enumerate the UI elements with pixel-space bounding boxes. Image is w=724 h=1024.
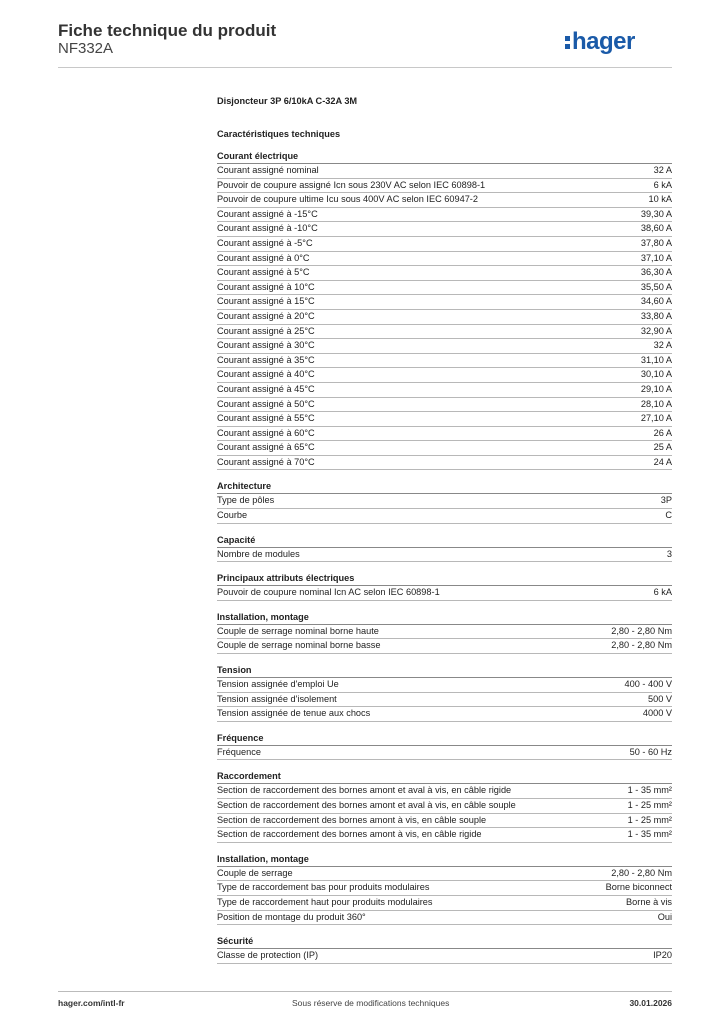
spec-value: Oui: [657, 911, 672, 922]
product-reference: NF332A: [58, 40, 114, 57]
spec-row: [217, 179, 672, 194]
footer-divider: [58, 991, 672, 992]
spec-row: [217, 208, 672, 223]
spec-row: [217, 398, 672, 413]
spec-row: [217, 427, 672, 442]
spec-label: Courant assigné à 5°C: [217, 267, 310, 278]
spec-row: [217, 494, 672, 509]
spec-row: [217, 509, 672, 524]
section-title: Fréquence: [217, 732, 672, 746]
spec-value: 3: [666, 548, 672, 559]
section-title: Raccordement: [217, 770, 672, 784]
spec-row: [217, 456, 672, 471]
spec-row: [217, 784, 672, 799]
spec-row: [217, 639, 672, 654]
spec-label: Courant assigné à 60°C: [217, 427, 315, 438]
spec-label: Courant assigné à 50°C: [217, 398, 315, 409]
spec-value: 2,80 - 2,80 Nm: [611, 867, 672, 878]
spec-row: [217, 911, 672, 926]
spec-label: Tension assignée d'emploi Ue: [217, 679, 339, 690]
spec-value: 24 A: [653, 456, 672, 467]
caracteristiques-heading: Caractéristiques techniques: [217, 129, 341, 139]
spec-value: 400 - 400 V: [624, 679, 672, 690]
spec-label: Courant assigné à -10°C: [217, 223, 318, 234]
spec-section: [217, 935, 672, 964]
spec-label: Position de montage du produit 360°: [217, 911, 366, 922]
spec-value: 32 A: [653, 340, 672, 351]
hager-logo: [565, 28, 635, 56]
spec-row: [217, 325, 672, 340]
spec-row: [217, 586, 672, 601]
spec-value: 1 - 25 mm²: [627, 814, 672, 825]
footer-date: 30.01.2026: [629, 998, 672, 1008]
spec-value: 26 A: [653, 427, 672, 438]
spec-value: 6 kA: [653, 587, 672, 598]
spec-label: Type de pôles: [217, 495, 275, 506]
spec-row: [217, 383, 672, 398]
spec-label: Courant assigné à 20°C: [217, 310, 315, 321]
spec-row: [217, 295, 672, 310]
spec-row: [217, 266, 672, 281]
spec-label: Tension assignée de tenue aux chocs: [217, 708, 371, 719]
spec-row: [217, 548, 672, 563]
spec-value: IP20: [653, 950, 672, 961]
spec-row: [217, 746, 672, 761]
spec-value: 10 kA: [648, 194, 672, 205]
spec-label: Courant assigné à 15°C: [217, 296, 315, 307]
header-divider: [58, 67, 672, 68]
spec-label: Courant assigné à 0°C: [217, 252, 310, 263]
spec-label: Courant assigné à 55°C: [217, 413, 315, 424]
spec-section: [217, 664, 672, 722]
spec-row: [217, 707, 672, 722]
spec-label: Classe de protection (IP): [217, 950, 319, 961]
spec-value: 39,30 A: [640, 208, 672, 219]
spec-label: Tension assignée d'isolement: [217, 693, 337, 704]
spec-label: Nombre de modules: [217, 548, 300, 559]
spec-value: 30,10 A: [640, 369, 672, 380]
spec-value: 6 kA: [653, 179, 672, 190]
spec-value: Borne à vis: [626, 896, 672, 907]
spec-value: 3P: [660, 495, 672, 506]
spec-row: [217, 193, 672, 208]
spec-label: Fréquence: [217, 746, 261, 757]
spec-row: [217, 281, 672, 296]
section-title: Tension: [217, 664, 672, 678]
spec-value: 1 - 35 mm²: [627, 829, 672, 840]
spec-value: 37,10 A: [640, 252, 672, 263]
spec-row: [217, 678, 672, 693]
spec-row: [217, 949, 672, 964]
spec-value: 1 - 35 mm²: [627, 785, 672, 796]
spec-label: Section de raccordement des bornes amont à vis, en câble souple: [217, 814, 487, 825]
spec-section: [217, 611, 672, 654]
spec-value: C: [665, 510, 672, 521]
spec-value: 27,10 A: [640, 413, 672, 424]
section-title: Principaux attributs électriques: [217, 572, 672, 586]
spec-label: Courbe: [217, 510, 248, 521]
section-title: Sécurité: [217, 935, 672, 949]
spec-row: [217, 237, 672, 252]
spec-row: [217, 164, 672, 179]
spec-label: Type de raccordement haut pour produits modulaires: [217, 896, 433, 907]
logo-text: hager: [572, 28, 635, 55]
spec-label: Courant assigné à -5°C: [217, 237, 313, 248]
spec-label: Courant assigné à 70°C: [217, 456, 315, 467]
spec-row: [217, 412, 672, 427]
spec-value: 4000 V: [642, 708, 672, 719]
spec-value: 1 - 25 mm²: [627, 800, 672, 810]
spec-section: [217, 732, 672, 761]
spec-label: Pouvoir de coupure nominal Icn AC selon IEC 60898-1: [217, 587, 440, 598]
spec-row: [217, 799, 672, 814]
spec-label: Courant assigné à 30°C: [217, 340, 315, 351]
spec-label: Courant assigné nominal: [217, 165, 319, 175]
logo-colon-icon: [565, 34, 571, 50]
spec-row: [217, 354, 672, 369]
spec-value: 35,50 A: [640, 281, 672, 292]
spec-value: 2,80 - 2,80 Nm: [611, 640, 672, 651]
spec-label: Section de raccordement des bornes amont et aval à vis, en câble souple: [217, 800, 516, 810]
spec-row: [217, 896, 672, 911]
spec-value: 32 A: [653, 165, 672, 175]
spec-row: [217, 441, 672, 456]
spec-section: [217, 534, 672, 563]
spec-value: 38,60 A: [640, 223, 672, 234]
spec-value: Borne biconnect: [605, 882, 672, 893]
spec-label: Pouvoir de coupure assigné Icn sous 230V AC selon IEC 60898-1: [217, 179, 486, 190]
spec-label: Couple de serrage: [217, 867, 293, 878]
section-title: Capacité: [217, 534, 672, 548]
section-title: Architecture: [217, 480, 672, 494]
spec-value: 50 - 60 Hz: [629, 746, 672, 757]
spec-row: [217, 625, 672, 640]
spec-row: [217, 867, 672, 882]
product-description: Disjoncteur 3P 6/10kA C-32A 3M: [217, 96, 358, 106]
spec-label: Courant assigné à 45°C: [217, 383, 315, 394]
spec-value: 32,90 A: [640, 325, 672, 336]
spec-row: [217, 693, 672, 708]
spec-row: [217, 814, 672, 829]
spec-value: 33,80 A: [640, 310, 672, 321]
spec-row: [217, 310, 672, 325]
spec-row: [217, 339, 672, 354]
spec-label: Section de raccordement des bornes amont et aval à vis, en câble rigide: [217, 785, 512, 796]
spec-value: 36,30 A: [640, 267, 672, 278]
page-title: Fiche technique du produit: [58, 21, 277, 40]
spec-row: [217, 881, 672, 896]
spec-label: Courant assigné à -15°C: [217, 208, 318, 219]
spec-label: Courant assigné à 65°C: [217, 442, 315, 453]
spec-value: 31,10 A: [640, 354, 672, 365]
spec-value: 25 A: [653, 442, 672, 453]
spec-label: Couple de serrage nominal borne basse: [217, 640, 381, 651]
spec-value: 28,10 A: [640, 398, 672, 409]
spec-label: Courant assigné à 35°C: [217, 354, 315, 365]
spec-label: Section de raccordement des bornes amont à vis, en câble rigide: [217, 829, 482, 840]
spec-value: 37,80 A: [640, 237, 672, 248]
spec-value: 2,80 - 2,80 Nm: [611, 625, 672, 636]
spec-label: Type de raccordement bas pour produits modulaires: [217, 882, 430, 893]
spec-label: Courant assigné à 40°C: [217, 369, 315, 380]
spec-content: [217, 96, 672, 974]
spec-section: [217, 572, 672, 601]
footer-disclaimer: Sous réserve de modifications techniques: [292, 998, 450, 1008]
spec-section: [217, 150, 672, 470]
spec-section: [217, 853, 672, 925]
spec-section: [217, 480, 672, 523]
spec-row: [217, 222, 672, 237]
spec-row: [217, 252, 672, 267]
spec-section: [217, 770, 672, 842]
spec-label: Pouvoir de coupure ultime Icu sous 400V AC selon IEC 60947-2: [217, 194, 478, 205]
spec-row: [217, 828, 672, 843]
spec-label: Couple de serrage nominal borne haute: [217, 625, 379, 636]
section-title: Courant électrique: [217, 150, 672, 164]
spec-row: [217, 368, 672, 383]
spec-sections: [217, 150, 672, 964]
footer-url[interactable]: hager.com/intl-fr: [58, 998, 125, 1008]
spec-label: Courant assigné à 10°C: [217, 281, 315, 292]
spec-value: 29,10 A: [640, 383, 672, 394]
section-title: Installation, montage: [217, 853, 672, 867]
spec-label: Courant assigné à 25°C: [217, 325, 315, 336]
spec-value: 34,60 A: [640, 296, 672, 307]
spec-value: 500 V: [647, 693, 672, 704]
section-title: Installation, montage: [217, 611, 672, 625]
